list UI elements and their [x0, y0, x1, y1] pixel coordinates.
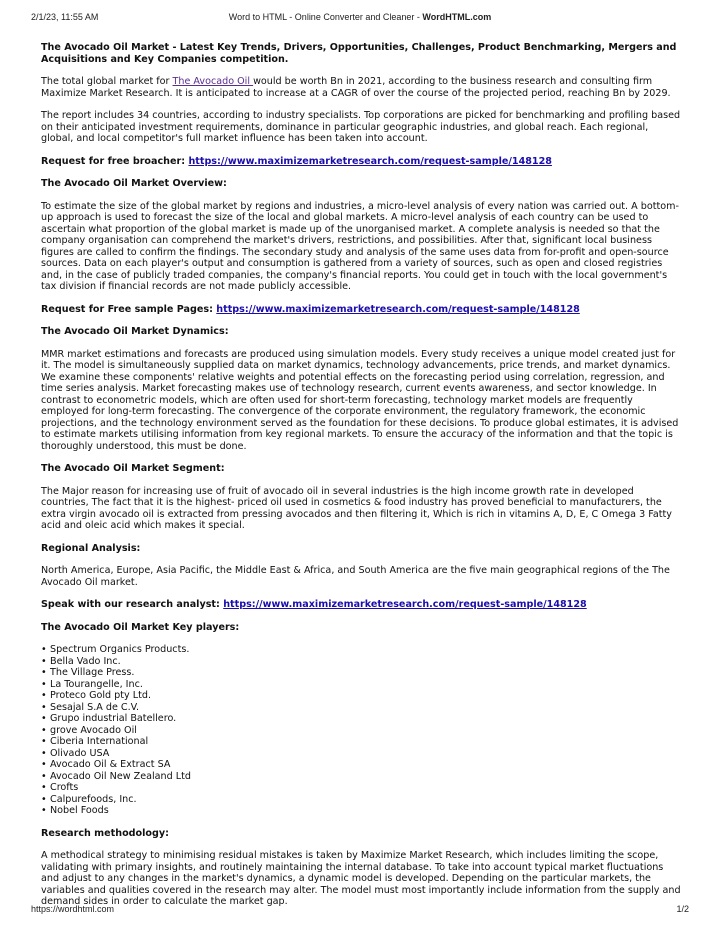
sample-request-label: Request for Free sample Pages: [41, 303, 217, 315]
analyst-request-label: Speak with our research analyst: [41, 599, 224, 610]
regional-heading: Regional Analysis: [41, 542, 141, 554]
analyst-request-link[interactable]: https://www.maximizemarketresearch.com/request-sample/148128 [223, 599, 587, 610]
bullet-icon: • [41, 793, 47, 805]
list-item [41, 794, 681, 806]
bullet-icon: • [41, 701, 47, 713]
list-item [41, 656, 681, 668]
method-heading: Research methodology: [41, 827, 169, 839]
list-item [41, 667, 681, 679]
print-title [0, 12, 720, 22]
method-paragraph: A methodical strategy to minimising residual mistakes is taken by Maximize Market Research, which includes limiting the scope, validating with primary insights, and routinely maintaining the internal database. To take into account typical market fluctuations and adjust to any changes in the market's dynamics, a dynamic model is developed. Depending on the particular markets, the variables and qualities covered in the research may alter. The model must most importantly include information from the supply and demand sides in order to calculate the market gap. [41, 850, 681, 907]
player-name: Avocado Oil New Zealand Ltd [50, 770, 191, 782]
list-item [41, 771, 681, 783]
player-name: Ciberia International [50, 736, 149, 747]
list-item [41, 713, 681, 725]
avocado-oil-link[interactable]: The Avocado Oil [172, 76, 254, 87]
footer-url: https://wordhtml.com [31, 904, 115, 914]
player-name: The Village Press. [50, 667, 135, 678]
bullet-icon: • [41, 747, 47, 759]
list-item [41, 782, 681, 794]
list-item [41, 759, 681, 771]
print-title-prefix: Word to HTML - Online Converter and Cleaner - [228, 12, 423, 22]
list-item [41, 702, 681, 714]
players-list [41, 644, 681, 817]
bullet-icon: • [41, 655, 47, 667]
bullet-icon: • [41, 759, 47, 770]
bullet-icon: • [41, 736, 47, 747]
player-name: Sesajal S.A de C.V. [50, 701, 140, 713]
bullet-icon: • [41, 770, 47, 782]
segment-heading: The Avocado Oil Market Segment: [41, 463, 225, 474]
overview-paragraph: To estimate the size of the global market by regions and industries, a micro-level analysis of every nation was carried out. A bottom-up approach is used to forecast the size of the local and global markets. A micro-level analysis of each country can be used to ascertain what proportion of the global market is made up of the unorganised market. A complete analysis is needed so that the company organisation can comprehend the market's drivers, restrictions, and possibilities. After that, significant local business figures are called to confirm the findings. The secondary study and analysis of the same uses data from for-profit and open-source sources. Data on each player's output and consumption is gathered from a variety of sources, such as open and closed registries and, in the case of publicly traded companies, the company's financial reports. You could get in touch with the local government's tax division if financial records are not made publicly accessible. [41, 200, 679, 292]
player-name: Crofts [50, 782, 79, 793]
brochure-request-link[interactable]: https://www.maximizemarketresearch.com/request-sample/148128 [188, 155, 552, 167]
players-heading: The Avocado Oil Market Key players: [41, 621, 240, 633]
intro-text-after: would be worth Bn in 2021, according to the business research and consulting firm Maximize Market Research. It is anticipated to increase at a CAGR of over the course of the projected period, reaching Bn by 2029. [41, 76, 671, 99]
brochure-request-label: Request for free broacher: [41, 155, 189, 167]
bullet-icon: • [41, 805, 47, 816]
bullet-icon: • [41, 678, 47, 690]
print-footer [0, 904, 720, 918]
bullet-icon: • [41, 724, 47, 736]
bullet-icon: • [41, 644, 47, 655]
regional-paragraph: North America, Europe, Asia Pacific, the Middle East & Africa, and South America are the five main geographical regions of the The Avocado Oil market. [41, 565, 670, 588]
player-name: Spectrum Organics Products. [50, 644, 190, 655]
brochure-request [41, 156, 681, 168]
player-name: Nobel Foods [50, 805, 109, 816]
player-name: La Tourangelle, Inc. [50, 678, 143, 690]
bullet-icon: • [41, 713, 47, 724]
player-name: Proteco Gold pty Ltd. [50, 690, 152, 701]
player-name: Calpurefoods, Inc. [50, 793, 137, 805]
report-paragraph: The report includes 34 countries, according to industry specialists. Top corporations are picked for benchmarking and profiling based on their anticipated investment requirements, dominance in particular geographic industries, and global reach. Each regional, global, and local competitor's full market influence has been taken into account. [41, 110, 681, 144]
intro-paragraph [41, 76, 681, 99]
sample-request [41, 304, 681, 316]
list-item [41, 736, 681, 748]
player-name: Bella Vado Inc. [50, 655, 121, 667]
dynamics-paragraph: MMR market estimations and forecasts are produced using simulation models. Every study receives a unique model created just for it. The model is simultaneously supplied data on market dynamics, technology advancements, price trends, and market dynamics. We examine these components' relative weights and potential effects on the forecasting period using correlation, regression, and time series analysis. Market forecasting makes use of technology research, current events awareness, and sector knowledge. In contrast to econometric models, which are often used for short-term forecasting, technology market models are frequently employed for long-term forecasting. The convergence of the corporate environment, the regulatory framework, the economic projections, and the technology environment served as the foundation for these decisions. To produce global estimates, it is advised to estimate markets utilising information from key regional markets. To ensure the accuracy of the information and that the topic is thoroughly understood, this must be done. [41, 348, 679, 452]
list-item [41, 725, 681, 737]
player-name: grove Avocado Oil [50, 724, 137, 736]
main-heading: The Avocado Oil Market - Latest Key Trends, Drivers, Opportunities, Challenges, Product Benchmarking, Mergers and Acquisitions and Key Companies competition. [41, 42, 677, 65]
segment-paragraph: The Major reason for increasing use of fruit of avocado oil in several industries is the high income growth rate in developed countries, The fact that it is the highest- priced oil used in cosmetics & food industry has proved beneficial to manufacturers, the extra virgin avocado oil is extracted from pressing avocados and then filtering it, Which is rich in vitamins A, D, E, C Omega 3 Fatty acid and oleic acid which makes it special. [41, 485, 672, 531]
bullet-icon: • [41, 690, 47, 701]
list-item [41, 805, 681, 817]
print-title-brand: WordHTML.com [422, 12, 492, 22]
list-item [41, 748, 681, 760]
player-name: Olivado USA [50, 747, 110, 759]
list-item [41, 690, 681, 702]
page-number: 1/2 [676, 904, 689, 914]
list-item [41, 679, 681, 691]
dynamics-heading: The Avocado Oil Market Dynamics: [41, 326, 229, 337]
bullet-icon: • [41, 667, 47, 678]
player-name: Avocado Oil & Extract SA [50, 759, 171, 770]
print-header [0, 12, 720, 26]
intro-text-before: The total global market for [41, 76, 173, 87]
analyst-request [41, 599, 681, 611]
overview-heading: The Avocado Oil Market Overview: [41, 178, 227, 189]
sample-request-link[interactable]: https://www.maximizemarketresearch.com/request-sample/148128 [216, 303, 580, 315]
player-name: Grupo industrial Batellero. [50, 713, 177, 724]
bullet-icon: • [41, 782, 47, 793]
print-datetime: 2/1/23, 11:55 AM [31, 12, 99, 22]
document-body [41, 42, 681, 919]
list-item [41, 644, 681, 656]
